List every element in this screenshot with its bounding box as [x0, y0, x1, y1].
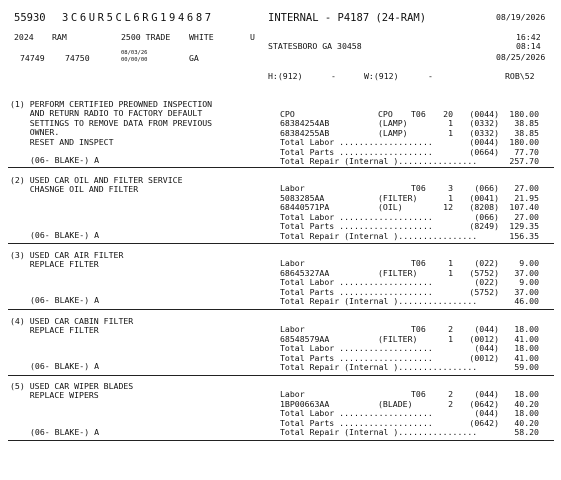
- section-2-line-quantity: 1: [448, 192, 453, 203]
- section-4-line-description: (FILTER): [378, 333, 418, 344]
- section-2-line-amount: 156.35: [509, 230, 539, 241]
- ro-number: 55930: [14, 12, 46, 24]
- section-3-description-line: REPLACE FILTER: [10, 259, 99, 270]
- section-2-line-reference: (0041): [469, 192, 499, 203]
- section-2-line-amount: 107.40: [509, 202, 539, 212]
- section-3-line-reference: (5752): [469, 267, 499, 278]
- work-phone: W:(912): [364, 71, 399, 81]
- section-2-line-amount: 129.35: [509, 221, 539, 231]
- section-1-description-line: (1) PERFORM CERTIFIED PREOWNED INSPECTION: [10, 99, 213, 109]
- section-5-line-code: T06: [411, 389, 426, 399]
- vehicle-year: 2024: [14, 32, 34, 42]
- section-5-line-amount: 40.20: [514, 417, 539, 428]
- section-divider: [8, 243, 554, 244]
- section-1-line-reference: (0044): [469, 109, 499, 119]
- section-4-line-reference: (044): [474, 343, 499, 354]
- section-5-line-description: (BLADE): [378, 398, 413, 409]
- section-1-line-quantity: 1: [448, 127, 453, 138]
- section-4-line-label: Total Parts ...................: [280, 352, 433, 363]
- section-5-technician: (06- BLAKE-) A: [30, 427, 100, 437]
- section-3-line-label: 68645327AA: [280, 267, 330, 278]
- section-4-line-label: Total Labor ...................: [280, 343, 433, 354]
- section-3-line-amount: 46.00: [514, 296, 539, 306]
- section-1-line-code: T06: [411, 109, 426, 119]
- section-5-line-label: Total Repair (Internal )................: [280, 427, 478, 438]
- section-2-technician: (06- BLAKE-) A: [30, 230, 100, 240]
- section-3-line-amount: 9.00: [519, 258, 539, 268]
- section-1-line-description: (LAMP): [378, 127, 408, 138]
- section-2-line-label: 5083285AA: [280, 192, 325, 203]
- section-3-line-amount: 37.00: [514, 286, 539, 297]
- section-4-line-label: 68548579AA: [280, 333, 330, 344]
- section-1-description-line: RESET AND INSPECT: [10, 136, 114, 147]
- section-3-line-reference: (022): [474, 277, 499, 287]
- section-3-line-amount: 9.00: [519, 277, 539, 287]
- section-1-line-amount: 257.70: [509, 156, 539, 166]
- section-2-line-reference: (066): [474, 183, 499, 193]
- section-2-line-reference: (066): [474, 211, 499, 222]
- section-2-line-description: (FILTER): [378, 192, 418, 203]
- section-4-line-label: Total Repair (Internal )................: [280, 362, 478, 373]
- section-1-line-description: CPO: [378, 109, 393, 119]
- section-4-line-amount: 18.00: [514, 343, 539, 354]
- state: GA: [189, 53, 199, 63]
- section-5-description-line: (5) USED CAR WIPER BLADES: [10, 381, 134, 391]
- section-2-line-reference: (8208): [469, 202, 499, 212]
- section-1-line-reference: (0332): [469, 127, 499, 138]
- vehicle-make: RAM: [52, 32, 67, 42]
- section-4-description-line: REPLACE FILTER: [10, 325, 99, 336]
- section-1-line-quantity: 1: [448, 118, 453, 129]
- section-5-line-amount: 18.00: [514, 389, 539, 399]
- section-3-line-code: T06: [411, 258, 426, 268]
- section-1-description-line: SETTINGS TO REMOVE DATA FROM PREVIOUS: [10, 117, 213, 128]
- section-3-line-description: (FILTER): [378, 267, 418, 278]
- time-out: 08:14: [516, 41, 541, 51]
- section-1-line-amount: 180.00: [509, 137, 539, 148]
- section-3-line-quantity: 1: [448, 267, 453, 278]
- section-4-line-amount: 18.00: [514, 324, 539, 334]
- section-1-line-quantity: 20: [443, 109, 453, 119]
- section-1-line-amount: 77.70: [514, 146, 539, 157]
- section-1-line-amount: 38.85: [514, 127, 539, 138]
- mileage: 74750: [65, 53, 90, 63]
- section-3-line-reference: (022): [474, 258, 499, 268]
- section-4-technician: (06- BLAKE-) A: [30, 361, 100, 371]
- advisor-code: ROB\52: [505, 71, 535, 81]
- section-5-line-label: 1BP00663AA: [280, 398, 330, 409]
- section-5-line-label: Total Parts ...................: [280, 417, 433, 428]
- section-2-line-description: (OIL): [378, 202, 403, 212]
- section-3-line-quantity: 1: [448, 258, 453, 268]
- vin: 3C6UR5CL6RG194687: [62, 12, 214, 24]
- section-1-line-amount: 38.85: [514, 118, 539, 129]
- section-3-technician: (06- BLAKE-) A: [30, 295, 100, 305]
- section-4-line-code: T06: [411, 324, 426, 334]
- section-1-line-label: 68384254AB: [280, 118, 330, 129]
- section-4-line-reference: (044): [474, 324, 499, 334]
- section-2-line-reference: (8249): [469, 221, 499, 231]
- section-4-line-amount: 41.00: [514, 333, 539, 344]
- section-5-description-line: REPLACE WIPERS: [10, 390, 99, 401]
- section-1-line-label: Total Parts ...................: [280, 146, 433, 157]
- section-5-line-reference: (044): [474, 389, 499, 399]
- section-4-line-amount: 59.00: [514, 362, 539, 373]
- section-divider: [8, 309, 554, 310]
- section-1-technician: (06- BLAKE-) A: [30, 155, 100, 165]
- section-1-description-line: AND RETURN RADIO TO FACTORY DEFAULT: [10, 108, 203, 119]
- work-phone-dash: -: [428, 71, 433, 81]
- section-5-line-reference: (0642): [469, 398, 499, 409]
- section-1-description-line: OWNER.: [10, 127, 60, 138]
- section-1-line-description: (LAMP): [378, 118, 408, 129]
- vehicle-model: 2500 TRADE: [121, 32, 171, 42]
- section-5-line-quantity: 2: [448, 398, 453, 409]
- ro-date: 08/19/2026: [496, 12, 546, 22]
- section-3-line-reference: (5752): [469, 286, 499, 297]
- section-5-line-quantity: 2: [448, 389, 453, 399]
- section-2-line-amount: 27.00: [514, 183, 539, 193]
- section-5-line-amount: 40.20: [514, 398, 539, 409]
- promised-date: 08/25/2026: [496, 52, 546, 62]
- section-1-line-label: Total Labor ...................: [280, 137, 433, 148]
- section-3-line-label: Total Parts ...................: [280, 286, 433, 297]
- city-state: STATESBORO GA 30458: [268, 41, 362, 51]
- section-3-description-line: (3) USED CAR AIR FILTER: [10, 250, 124, 260]
- section-4-line-quantity: 1: [448, 333, 453, 344]
- section-4-line-amount: 41.00: [514, 352, 539, 363]
- section-1-line-reference: (0664): [469, 146, 499, 157]
- section-4-line-reference: (0012): [469, 352, 499, 363]
- section-divider: [8, 375, 554, 376]
- section-4-description-line: (4) USED CAR CABIN FILTER: [10, 316, 134, 326]
- section-2-line-label: 68440571PA: [280, 202, 330, 212]
- vehicle-color: WHITE: [189, 32, 214, 42]
- home-phone-dash: -: [331, 71, 336, 81]
- section-3-line-label: Labor: [280, 258, 305, 268]
- section-4-line-quantity: 2: [448, 324, 453, 334]
- section-2-line-code: T06: [411, 183, 426, 193]
- section-1-line-amount: 180.00: [509, 109, 539, 119]
- section-5-line-amount: 18.00: [514, 408, 539, 419]
- home-phone: H:(912): [268, 71, 303, 81]
- section-2-description-line: (2) USED CAR OIL AND FILTER SERVICE: [10, 175, 183, 185]
- small-date-1: 08/03/26: [121, 50, 148, 56]
- stock-number: 74749: [20, 53, 45, 63]
- section-5-line-label: Total Labor ...................: [280, 408, 433, 419]
- section-2-description-line: CHASNGE OIL AND FILTER: [10, 184, 139, 195]
- section-2-line-quantity: 3: [448, 183, 453, 193]
- section-2-line-label: Total Parts ...................: [280, 221, 433, 231]
- section-2-line-label: Total Labor ...................: [280, 211, 433, 222]
- section-5-line-amount: 58.20: [514, 427, 539, 438]
- section-divider: [8, 167, 554, 168]
- section-5-line-reference: (044): [474, 408, 499, 419]
- time-in: 16:42: [516, 32, 541, 42]
- section-5-line-label: Labor: [280, 389, 305, 399]
- section-1-line-label: CPO: [280, 109, 295, 119]
- section-2-line-amount: 21.95: [514, 192, 539, 203]
- section-3-line-label: Total Repair (Internal )................: [280, 296, 478, 306]
- section-1-line-label: 68384255AB: [280, 127, 330, 138]
- section-3-line-amount: 37.00: [514, 267, 539, 278]
- section-2-line-label: Total Repair (Internal )................: [280, 230, 478, 241]
- section-2-line-quantity: 12: [443, 202, 453, 212]
- internal-label: INTERNAL - P4187 (24-RAM): [268, 12, 427, 24]
- section-2-line-amount: 27.00: [514, 211, 539, 222]
- section-4-line-label: Labor: [280, 324, 305, 334]
- section-1-line-label: Total Repair (Internal )................: [280, 156, 478, 166]
- section-divider: [8, 440, 554, 441]
- section-4-line-reference: (0012): [469, 333, 499, 344]
- section-1-line-reference: (0044): [469, 137, 499, 148]
- small-date-2: 00/00/00: [121, 57, 148, 63]
- vehicle-code: U: [250, 32, 255, 42]
- section-5-line-reference: (0642): [469, 417, 499, 428]
- section-2-line-label: Labor: [280, 183, 305, 193]
- section-1-line-reference: (0332): [469, 118, 499, 129]
- section-3-line-label: Total Labor ...................: [280, 277, 433, 287]
